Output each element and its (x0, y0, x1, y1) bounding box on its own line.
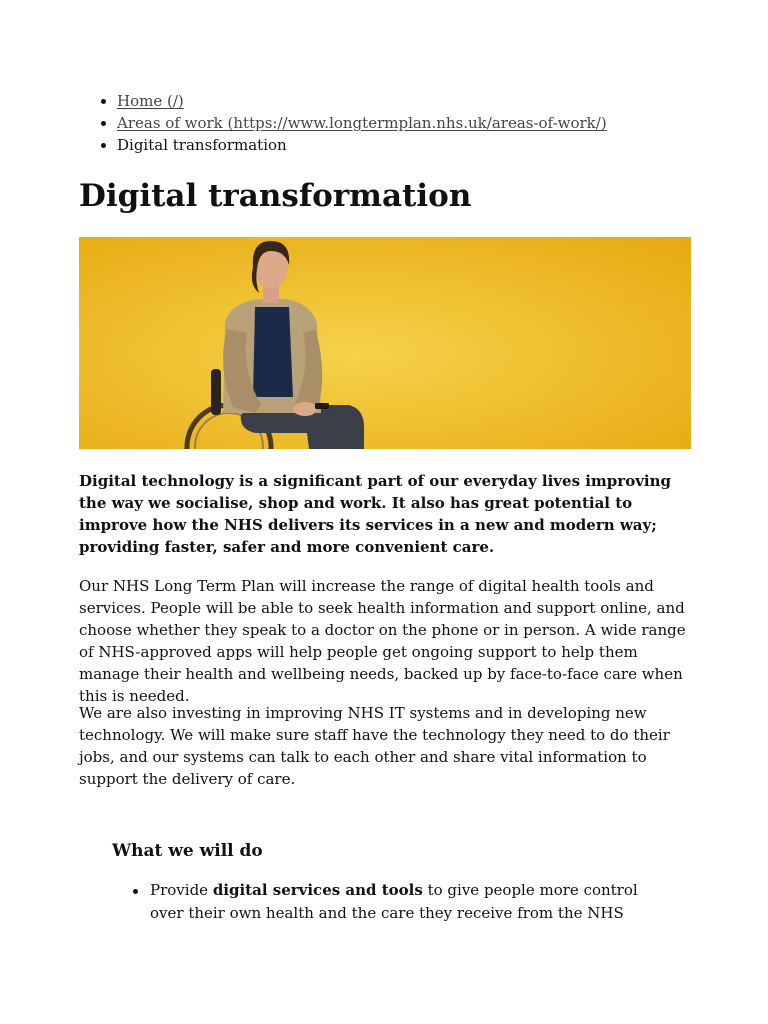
breadcrumb-current-page: Digital transformation (117, 136, 287, 154)
section-heading-what-we-will-do: What we will do (112, 841, 263, 861)
breadcrumb-item-current (79, 134, 607, 156)
what-we-will-do-list (112, 879, 672, 925)
page-title: Digital transformation (79, 178, 472, 214)
list-item-emphasis: digital services and tools (212, 881, 423, 899)
body-paragraph-1: Our NHS Long Term Plan will increase the range of digital health tools and services. People will be able to seek health information and support online, and choose whether they speak to a doctor on the phone or in person. A wide range of NHS-approved apps will help people get ongoing support to help them manage their health and wellbeing needs, backed up by face-to-face care when this is needed. (79, 577, 686, 705)
breadcrumb-link-areas-of-work[interactable]: Areas of work (https://www.longtermplan.nhs.uk/areas-of-work/) (117, 114, 607, 132)
breadcrumb-item-home (79, 90, 607, 112)
hero-illustration (79, 237, 691, 449)
intro-paragraph: Digital technology is a significant part of our everyday lives improving the way we socialise, shop and work. It also has great potential to improve how the NHS delivers its services in a new and modern way; providing faster, safer and more convenient care. (79, 472, 672, 556)
list-item-prefix: Provide (150, 881, 213, 899)
breadcrumb (79, 90, 607, 156)
hero-image (79, 237, 691, 449)
list-item-suffix: to give people more control over their own health and the care they receive from the NHS (150, 881, 638, 922)
list-item (112, 879, 672, 925)
body-paragraph-2: We are also investing in improving NHS IT systems and in developing new technology. We will make sure staff have the technology they need to do their jobs, and our systems can talk to each other and share vital information to support the delivery of care. (79, 704, 670, 788)
breadcrumb-item-areas-of-work (79, 112, 607, 134)
breadcrumb-link-home[interactable]: Home (/) (117, 92, 184, 110)
